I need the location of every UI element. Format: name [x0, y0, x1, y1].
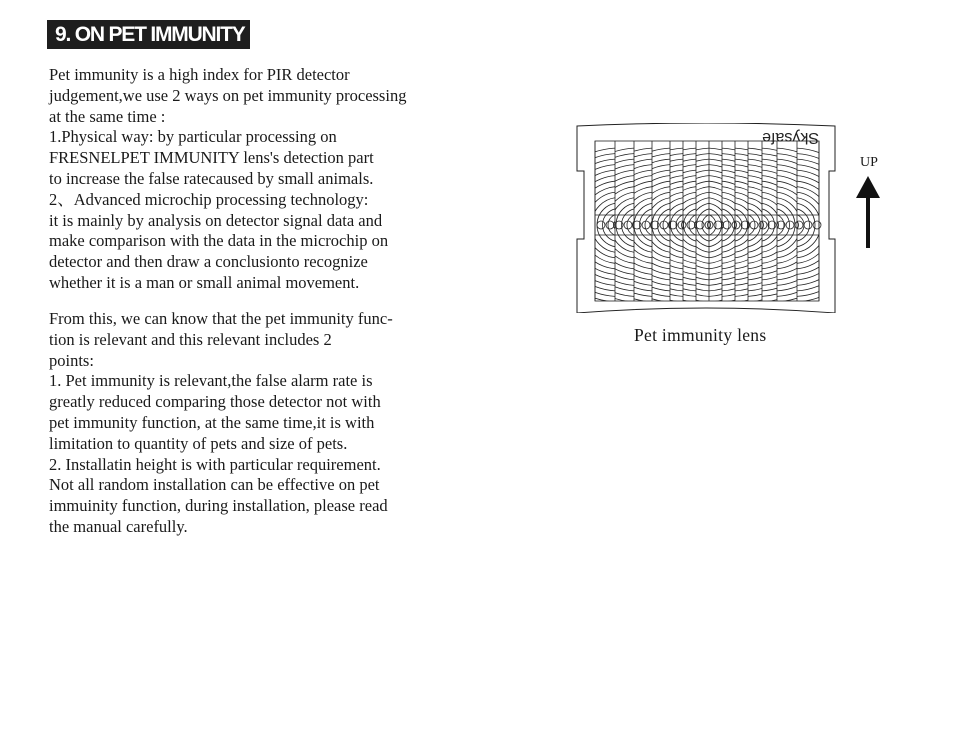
- lens-ring: [813, 221, 821, 229]
- lens-arc: [731, 176, 781, 275]
- lens-arc: [583, 170, 638, 280]
- lens-arc: [744, 181, 788, 269]
- lens-arc: [731, 181, 775, 269]
- lens-ring: [660, 221, 668, 229]
- up-label: UP: [860, 155, 878, 170]
- brand-logo: Skysafe: [762, 129, 819, 146]
- lens-arc: [758, 181, 802, 269]
- lens-arc: [744, 170, 799, 280]
- lens-ring: [606, 221, 614, 229]
- lens-ring: [597, 221, 605, 229]
- lens-arc: [634, 159, 700, 291]
- lens-ring: [795, 221, 803, 229]
- lens-ring: [696, 221, 704, 229]
- lens-arc: [773, 154, 837, 297]
- lens-arc: [671, 209, 688, 242]
- lens-arc: [601, 170, 656, 280]
- pet-immunity-lens-diagram: [575, 123, 837, 313]
- lens-arc: [773, 159, 837, 291]
- lens-ring: [624, 221, 632, 229]
- intro-paragraph: Pet immunity is a high index for PIR detector judgement,we use 2 ways on pet immunity processing at the same time : 1.Physical way: by particular processing on FRESNELPET IMMUNITY lens's detection part to increase the false ratecaused by small animals. 2、Advanced microchip processing technology: it is mainly by analysis on detector signal data and make comparison with the data in the microchip on detector and then draw a conclusionto recognize whether it is a man or small animal movement.: [49, 65, 407, 292]
- lens-arc: [705, 176, 755, 275]
- lens-arc: [643, 181, 687, 269]
- lens-ring: [642, 221, 650, 229]
- lens-arc: [664, 176, 714, 275]
- lens-ring: [786, 221, 794, 229]
- lens-arc: [793, 209, 810, 242]
- section-title: 9. ON PET IMMUNITY: [47, 20, 250, 49]
- lens-arc: [758, 176, 808, 275]
- lens-arc: [718, 170, 773, 280]
- lens-caption: Pet immunity lens: [634, 325, 767, 345]
- lens-arc: [632, 170, 687, 280]
- lens-segments: [575, 141, 837, 302]
- lens-arc: [651, 176, 701, 275]
- lens-arc: [758, 170, 813, 280]
- points-paragraph: From this, we can know that the pet immunity func- tion is relevant and this relevant includes 2 points: 1. Pet immunity is relevant,the false alarm rate is greatly reduced comparing those detector not with pet immunity function, at the same time,it is with limitation to quantity of pets and size of pets. 2. Installatin height is with particular requirement. Not all random installation can be effective on pet immuinity function, during installation, please read the manual carefully.: [49, 309, 393, 536]
- lens-arc: [773, 170, 828, 280]
- lens-arc: [731, 209, 748, 242]
- lens-arc: [718, 176, 768, 275]
- lens-ring: [804, 221, 812, 229]
- up-arrow-icon: [856, 176, 880, 248]
- lens-ring: [687, 221, 695, 229]
- lens-arc: [773, 209, 790, 242]
- lens-ring: [714, 221, 722, 229]
- lens-ring: [723, 221, 731, 229]
- lens-ring: [750, 221, 758, 229]
